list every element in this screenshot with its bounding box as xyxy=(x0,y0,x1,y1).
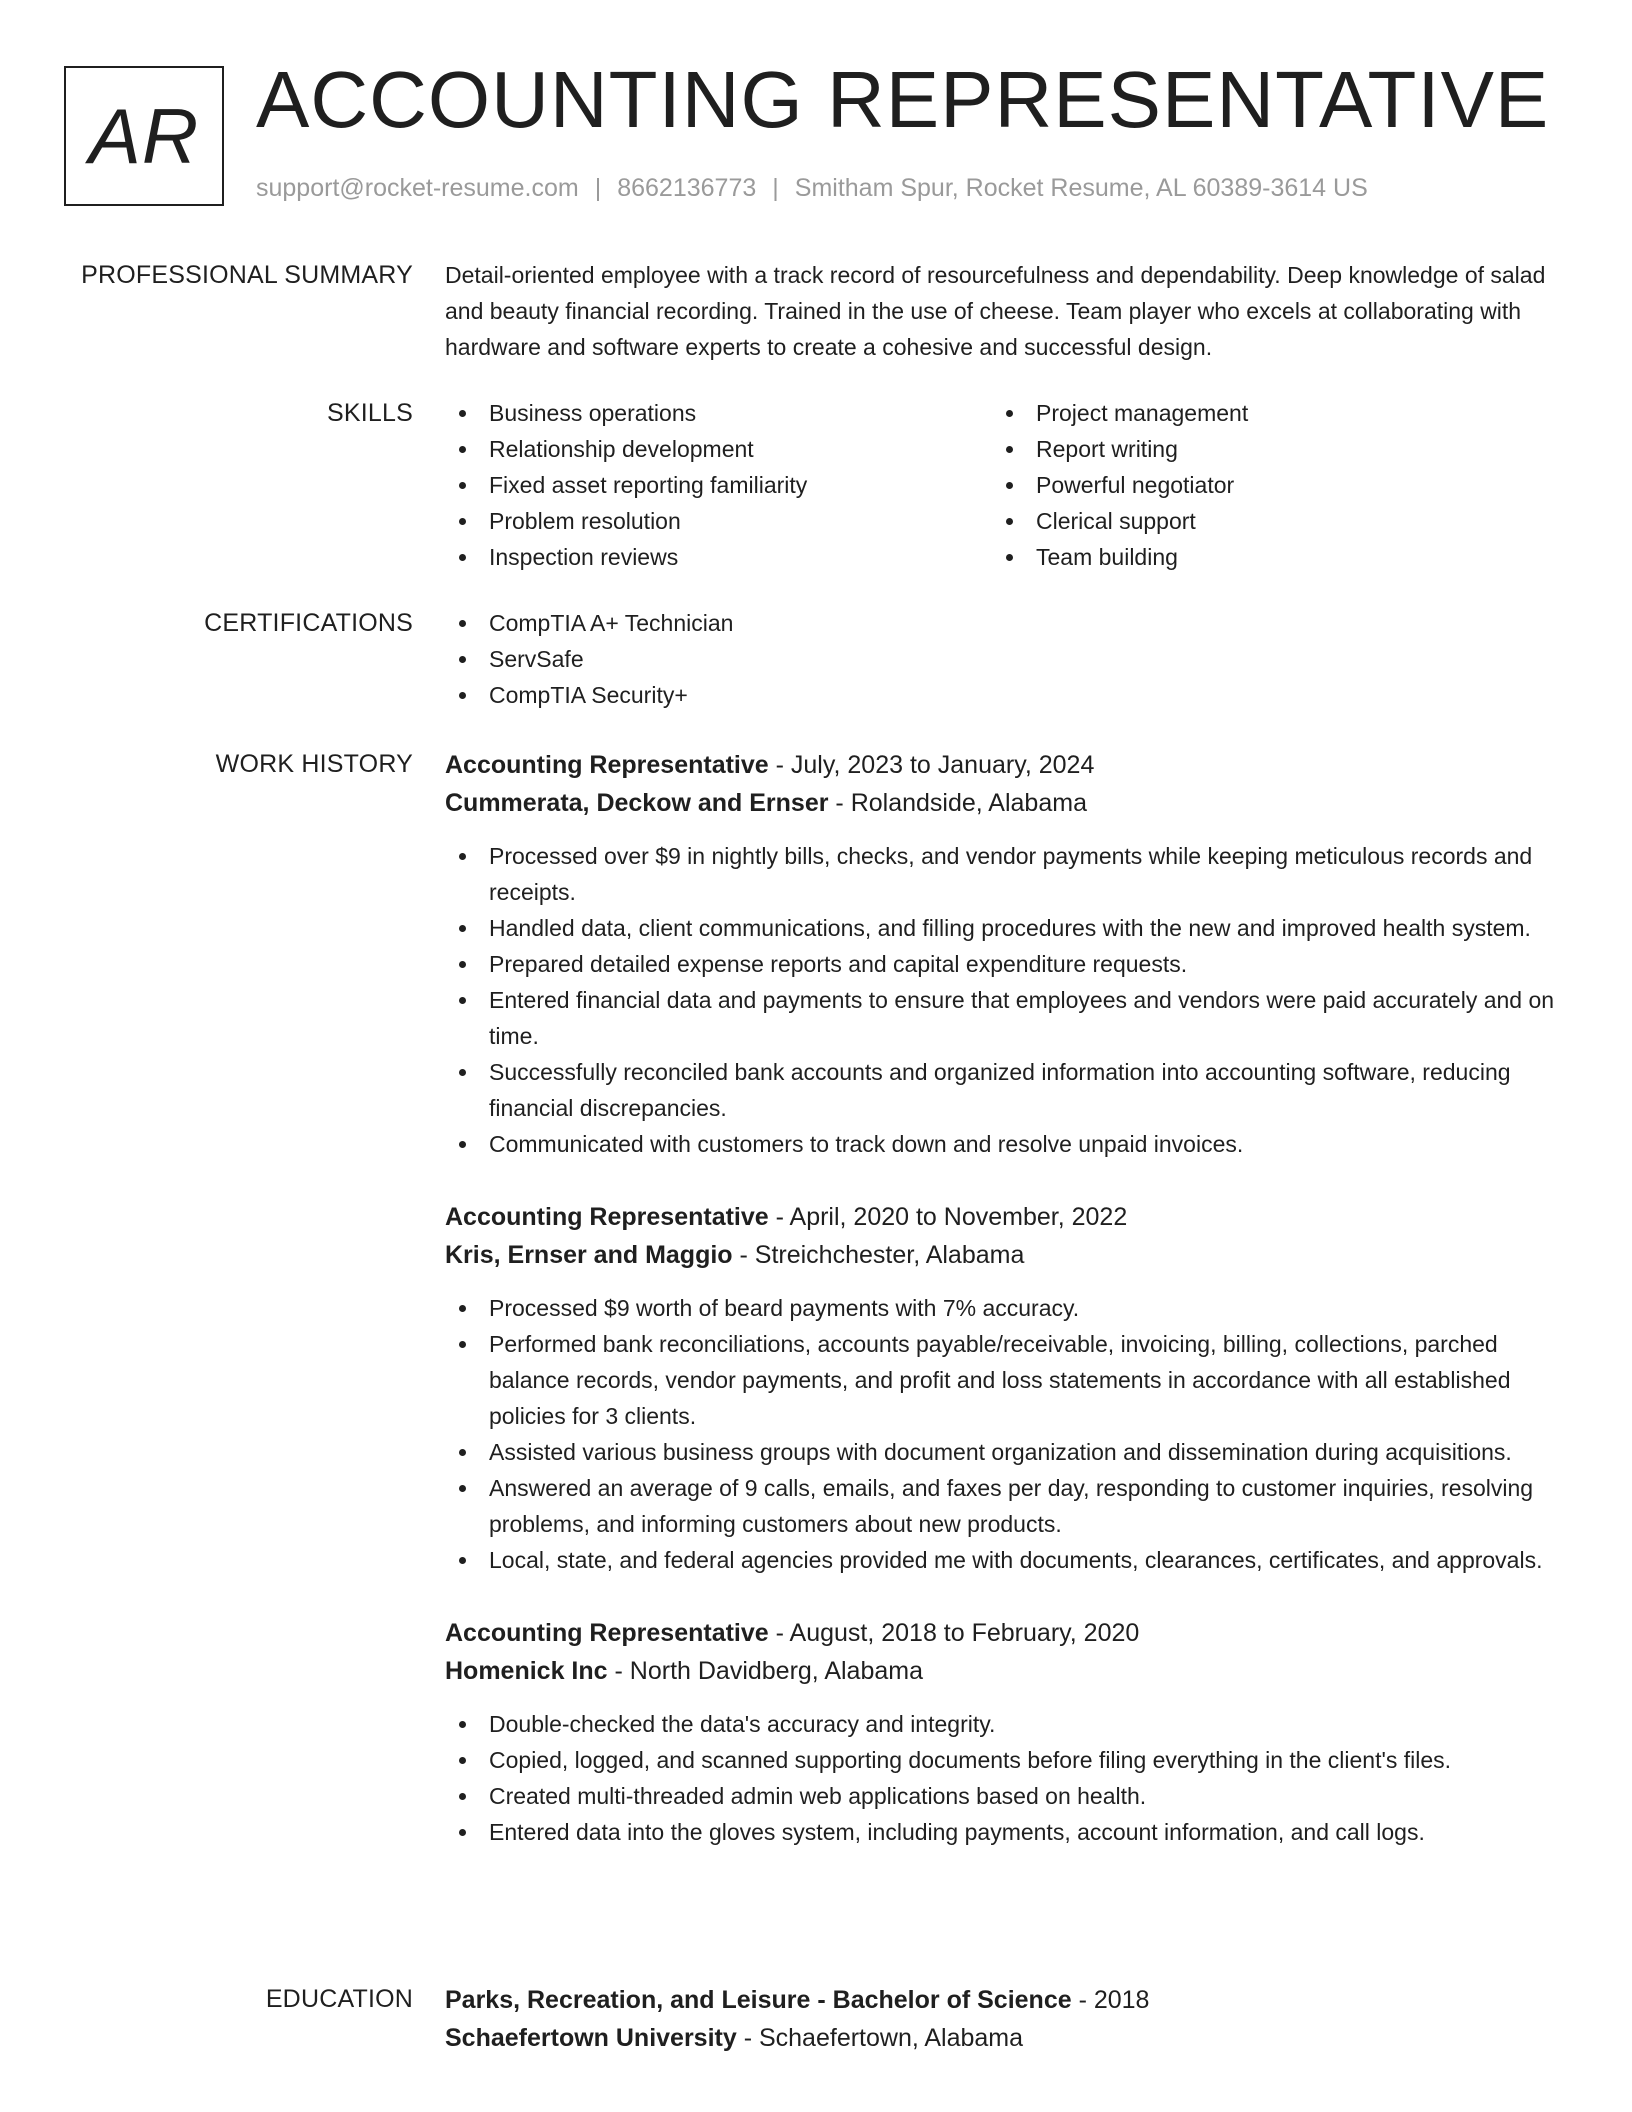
summary-text: Detail-oriented employee with a track record of resourcefulness and dependability. Deep knowledge of salad and beauty financial recording. Trained in the use of cheese. Team player who excels at collaborating with hardware and software experts to create a cohesive and successful design. xyxy=(445,262,1546,360)
skills-grid xyxy=(445,395,1565,575)
certification-item: CompTIA Security+ xyxy=(445,677,1565,713)
job-title-line xyxy=(445,1198,1565,1236)
skill-item: Business operations xyxy=(445,395,992,431)
education-school: Schaefertown University xyxy=(445,2024,737,2052)
job-bullet: Copied, logged, and scanned supporting documents before filing everything in the client's files. xyxy=(445,1742,1565,1778)
job-bullet: Processed over $9 in nightly bills, checks, and vendor payments while keeping meticulous records and receipts. xyxy=(445,838,1565,910)
skill-item: Fixed asset reporting familiarity xyxy=(445,467,992,503)
contact-line xyxy=(256,172,1368,205)
education-degree-line xyxy=(445,1981,1565,2019)
job-dates: - August, 2018 to February, 2020 xyxy=(768,1619,1140,1647)
job-title: Accounting Representative xyxy=(445,1203,769,1231)
summary-label: PROFESSIONAL SUMMARY xyxy=(81,261,413,289)
job-bullet: Entered financial data and payments to ensure that employees and vendors were paid accurately and on time. xyxy=(445,982,1565,1054)
job-title-line xyxy=(445,746,1565,784)
education-school-line xyxy=(445,2019,1565,2057)
certifications-list xyxy=(445,605,1565,713)
education-degree: Parks, Recreation, and Leisure - Bachelor of Science xyxy=(445,1986,1072,2014)
contact-phone: 8662136773 xyxy=(617,174,757,202)
job-bullet: Processed $9 worth of beard payments with 7% accuracy. xyxy=(445,1290,1565,1326)
education-label: EDUCATION xyxy=(265,1985,413,2013)
work-history-label: WORK HISTORY xyxy=(215,750,413,778)
summary-body xyxy=(445,257,1565,365)
job-entry xyxy=(445,746,1565,1162)
job-bullets xyxy=(445,838,1565,1162)
job-entry xyxy=(445,1198,1565,1578)
job-bullet: Handled data, client communications, and filling procedures with the new and improved health system. xyxy=(445,910,1565,946)
skill-item: Report writing xyxy=(992,431,1539,467)
job-company-line xyxy=(445,1652,1565,1690)
skill-item: Inspection reviews xyxy=(445,539,992,575)
skill-item: Powerful negotiator xyxy=(992,467,1539,503)
certification-item: CompTIA A+ Technician xyxy=(445,605,1565,641)
education-year: - 2018 xyxy=(1071,1986,1150,2014)
monogram-badge xyxy=(64,66,224,206)
work-history-body xyxy=(445,746,1565,1886)
skill-item: Problem resolution xyxy=(445,503,992,539)
job-bullet: Performed bank reconciliations, accounts payable/receivable, invoicing, billing, collections, parched balance records, vendor payments, and profit and loss statements in accordance with all established policies for 3 clients. xyxy=(445,1326,1565,1434)
skill-item: Team building xyxy=(992,539,1539,575)
certification-item: ServSafe xyxy=(445,641,1565,677)
education-location: - Schaefertown, Alabama xyxy=(736,2024,1024,2052)
job-company-line xyxy=(445,784,1565,822)
job-company-line xyxy=(445,1236,1565,1274)
job-bullet: Entered data into the gloves system, including payments, account information, and call logs. xyxy=(445,1814,1565,1850)
job-bullets xyxy=(445,1706,1565,1850)
monogram-text: AR xyxy=(88,91,200,180)
job-location: - North Davidberg, Alabama xyxy=(607,1657,923,1685)
contact-address: Smitham Spur, Rocket Resume, AL 60389-3614 US xyxy=(794,174,1368,202)
job-dates: - April, 2020 to November, 2022 xyxy=(768,1203,1128,1231)
job-company: Cummerata, Deckow and Ernser xyxy=(445,789,829,817)
job-bullet: Local, state, and federal agencies provided me with documents, clearances, certificates, and approvals. xyxy=(445,1542,1565,1578)
job-bullet: Assisted various business groups with document organization and dissemination during acquisitions. xyxy=(445,1434,1565,1470)
contact-email: support@rocket-resume.com xyxy=(256,174,579,202)
job-title: Accounting Representative xyxy=(445,1619,769,1647)
job-location: - Rolandside, Alabama xyxy=(828,789,1087,817)
contact-separator: | xyxy=(772,174,779,202)
job-dates: - July, 2023 to January, 2024 xyxy=(768,751,1095,779)
contact-separator: | xyxy=(594,174,602,202)
resume-title: ACCOUNTING REPRESENTATIVE xyxy=(256,55,1550,144)
education-body xyxy=(445,1981,1565,2073)
skills-label: SKILLS xyxy=(327,399,413,427)
skill-item: Project management xyxy=(992,395,1539,431)
skills-list-left xyxy=(445,395,992,575)
job-entry xyxy=(445,1614,1565,1850)
skills-list-right xyxy=(992,395,1539,575)
job-title: Accounting Representative xyxy=(445,751,769,779)
job-bullet: Created multi-threaded admin web applications based on health. xyxy=(445,1778,1565,1814)
job-bullet: Prepared detailed expense reports and capital expenditure requests. xyxy=(445,946,1565,982)
skill-item: Clerical support xyxy=(992,503,1539,539)
job-bullet: Communicated with customers to track down and resolve unpaid invoices. xyxy=(445,1126,1565,1162)
certifications-label: CERTIFICATIONS xyxy=(204,609,413,637)
job-company: Kris, Ernser and Maggio xyxy=(445,1241,733,1269)
job-title-line xyxy=(445,1614,1565,1652)
job-bullets xyxy=(445,1290,1565,1578)
job-location: - Streichchester, Alabama xyxy=(732,1241,1025,1269)
job-company: Homenick Inc xyxy=(445,1657,608,1685)
job-bullet: Double-checked the data's accuracy and integrity. xyxy=(445,1706,1565,1742)
job-bullet: Successfully reconciled bank accounts and organized information into accounting software, reducing financial discrepancies. xyxy=(445,1054,1565,1126)
job-bullet: Answered an average of 9 calls, emails, and faxes per day, responding to customer inquiries, resolving problems, and informing customers about new products. xyxy=(445,1470,1565,1542)
certifications-body xyxy=(445,605,1565,713)
skill-item: Relationship development xyxy=(445,431,992,467)
